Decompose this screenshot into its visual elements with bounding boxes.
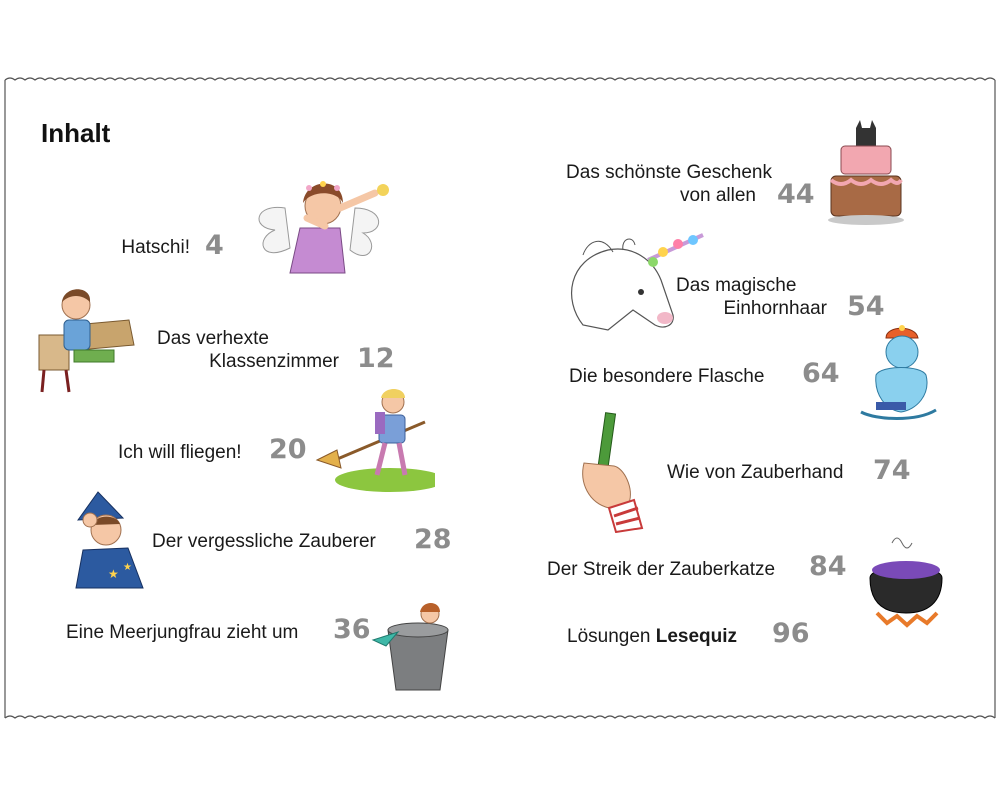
- toc-page-number: 12: [357, 343, 395, 374]
- girl-on-broom-icon: [315, 380, 435, 495]
- toc-page-number: 36: [333, 614, 371, 645]
- toc-entry-meerjungfrau[interactable]: [66, 621, 298, 644]
- toc-entry-zauberer[interactable]: [152, 530, 376, 553]
- toc-page-number: 64: [802, 358, 840, 389]
- toc-entry-zauberhand[interactable]: [667, 461, 843, 484]
- toc-page-number: 20: [269, 434, 307, 465]
- toc-entry-loesungen[interactable]: [567, 625, 737, 648]
- toc-entry-zauberkatze[interactable]: [547, 558, 775, 581]
- toc-entry-klassenzimmer[interactable]: [157, 327, 357, 373]
- toc-page-number: 96: [772, 618, 810, 649]
- toc-entry-title: Wie von Zauberhand: [667, 462, 844, 483]
- hand-with-pencil-icon: [574, 408, 649, 533]
- page-title: Inhalt: [41, 118, 111, 148]
- toc-entry-title: Die besondere Flasche: [569, 366, 765, 387]
- toc-page-number: 74: [873, 455, 911, 486]
- toc-page-number: 4: [205, 230, 224, 261]
- toc-entry-title-line1: Das schönste Geschenk: [566, 162, 772, 183]
- toc-entry-flasche[interactable]: [569, 365, 764, 388]
- toc-entry-title: Hatschi!: [121, 237, 190, 258]
- toc-entry-title-bold: Lesequiz: [655, 626, 738, 647]
- toc-page-number: 28: [414, 524, 452, 555]
- mermaid-in-bucket-icon: [368, 600, 458, 695]
- toc-entry-title-line1: Das verhexte: [157, 328, 269, 349]
- wizard-boy-icon: [68, 490, 150, 590]
- toc-page-number: 54: [847, 291, 885, 322]
- cake-with-cat-icon: [826, 118, 906, 228]
- fairy-sneezing-icon: [245, 168, 415, 278]
- toc-page-number: 84: [809, 551, 847, 582]
- svg-text:★: ★: [123, 562, 132, 573]
- toc-entry-title: Eine Meerjungfrau zieht um: [66, 622, 299, 643]
- toc-entry-title: Der Streik der Zauberkatze: [547, 559, 776, 580]
- toc-entry-geschenk[interactable]: [540, 161, 772, 207]
- genie-icon: [856, 320, 946, 425]
- toc-entry-fliegen[interactable]: [118, 441, 242, 464]
- svg-text:★: ★: [108, 567, 119, 581]
- toc-entry-title: Der vergessliche Zauberer: [152, 531, 376, 552]
- toc-entry-title: Lösungen: [567, 626, 651, 647]
- toc-entry-title-line1: Das magische: [676, 275, 797, 296]
- boy-at-desk-icon: [34, 280, 144, 395]
- witch-cauldron-icon: [862, 528, 952, 628]
- toc-entry-title-line2: Klassenzimmer: [209, 351, 339, 372]
- toc-entry-hatschi[interactable]: [60, 236, 190, 259]
- toc-page-number: 44: [777, 179, 815, 210]
- toc-entry-title-line2: von allen: [679, 185, 756, 206]
- unicorn-icon: [553, 230, 713, 335]
- toc-entry-title: Ich will fliegen!: [118, 442, 242, 463]
- toc-entry-title-line2: Einhornhaar: [723, 298, 827, 319]
